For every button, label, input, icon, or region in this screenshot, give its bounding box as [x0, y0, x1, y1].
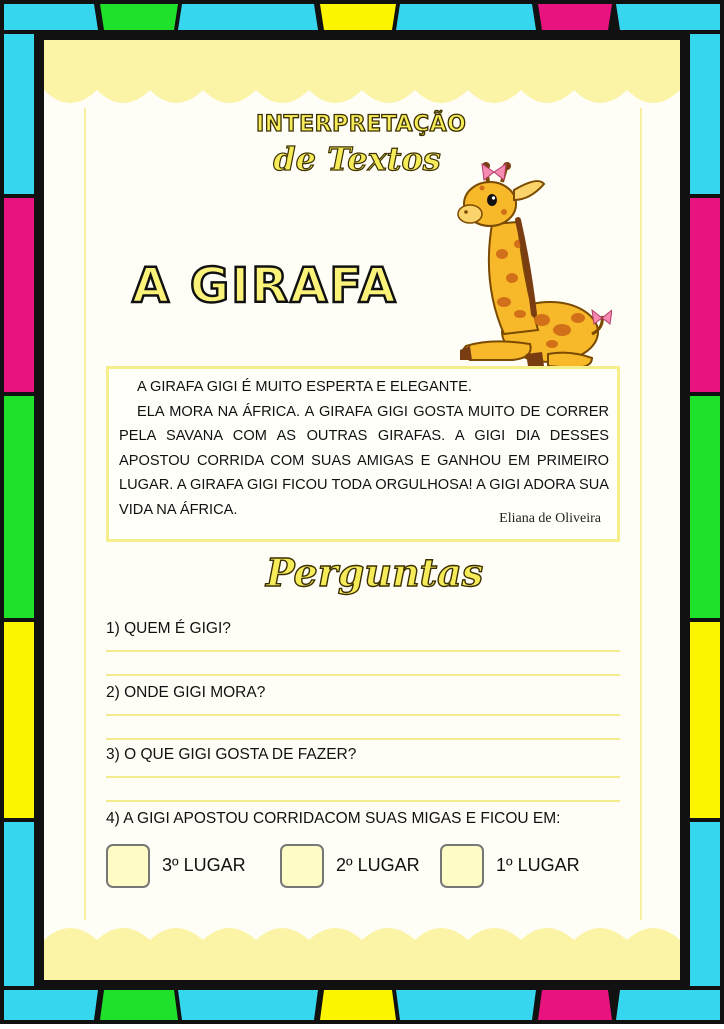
answer-line[interactable] [106, 800, 620, 802]
header-line-1: INTERPRETAÇÃO [256, 112, 467, 137]
story-paragraph-2: ELA MORA NA ÁFRICA. A GIRAFA GIGI GOSTA MUITO DE CORRER PELA SAVANA COM AS OUTRAS GIRAFAS. A GIGI DIA DESSES APOSTOU CORRIDA COM SUAS AMIGAS E GANHOU EM PRIMEIRO LUGAR. A GIRAFA GIGI FICOU TODA ORGULHOSA! A GIGI ADORA SUA VIDA NA ÁFRICA. [119, 403, 609, 518]
question-4: 4) A GIGI APOSTOU CORRIDACOM SUAS MIGAS E FICOU EM: [106, 810, 561, 827]
question-3: 3) O QUE GIGI GOSTA DE FAZER? [106, 746, 357, 763]
option-label-1st: 1º LUGAR [496, 855, 580, 875]
giraffe-illustration [452, 154, 612, 378]
story-text-box [106, 366, 620, 542]
story-paragraph-1: A GIRAFA GIGI É MUITO ESPERTA E ELEGANTE. [137, 379, 472, 395]
question-2: 2) ONDE GIGI MORA? [106, 684, 266, 701]
question-1: 1) QUEM É GIGI? [106, 620, 231, 637]
answer-line[interactable] [106, 776, 620, 778]
answer-line[interactable] [106, 738, 620, 740]
option-checkbox-1st[interactable] [440, 844, 484, 888]
option-label-2nd: 2º LUGAR [336, 855, 420, 875]
answer-line[interactable] [106, 674, 620, 676]
option-label-3rd: 3º LUGAR [162, 855, 246, 875]
answer-line[interactable] [106, 714, 620, 716]
header-line-2: de Textos [273, 140, 441, 178]
option-checkbox-2nd[interactable] [280, 844, 324, 888]
option-checkbox-3rd[interactable] [106, 844, 150, 888]
answer-line[interactable] [106, 650, 620, 652]
page-title: A GIRAFA [132, 258, 398, 314]
scallop-top-decoration [44, 40, 680, 110]
questions-title: Perguntas [266, 550, 484, 595]
scallop-bottom-decoration [44, 918, 680, 980]
right-guide-line [640, 108, 642, 920]
author-name: Eliana de Oliveira [499, 511, 601, 526]
left-guide-line [84, 108, 86, 920]
